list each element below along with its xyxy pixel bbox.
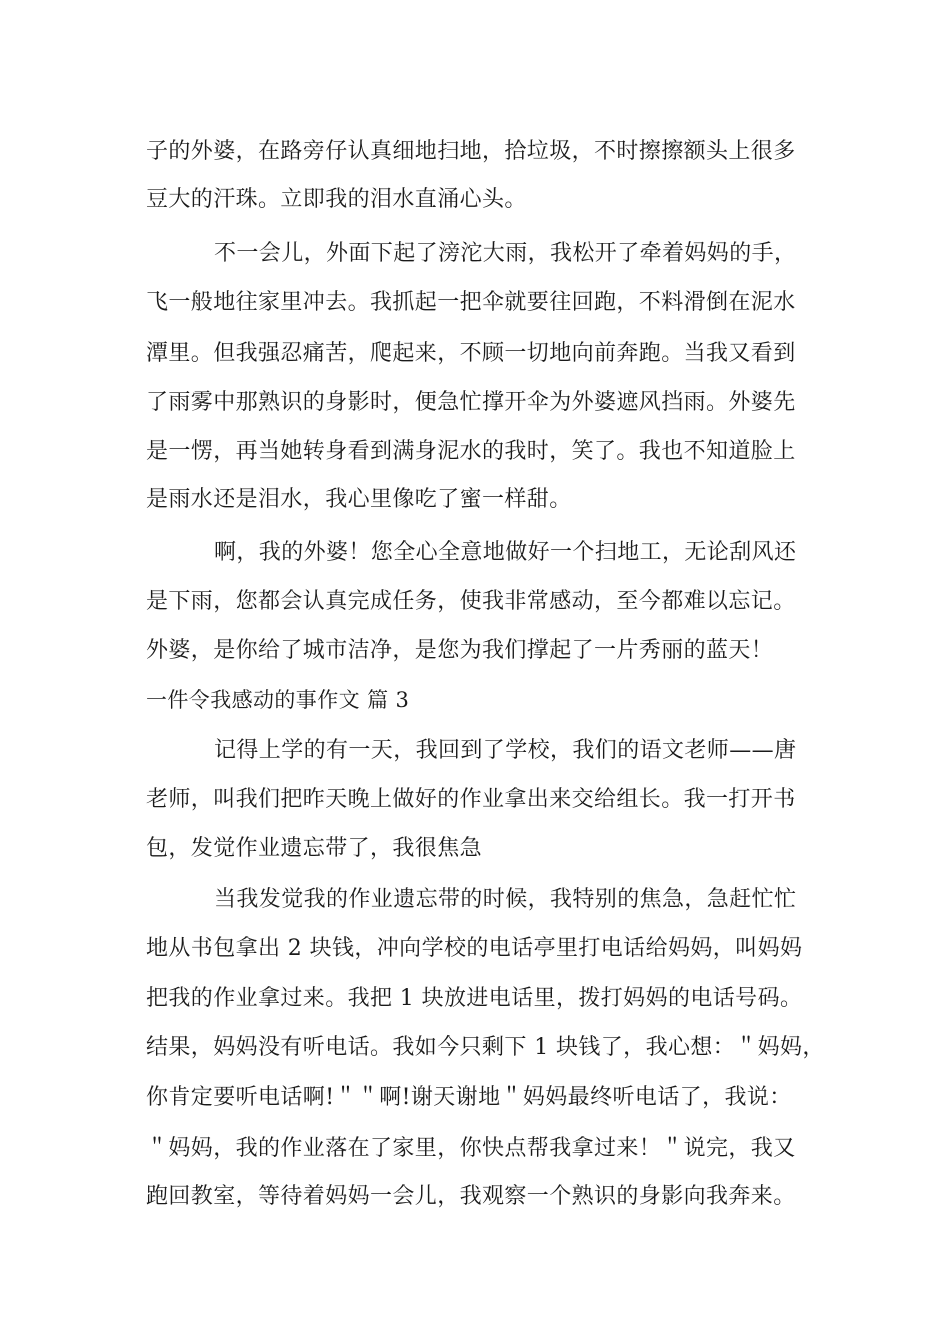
text-line: 外婆，是你给了城市洁净，是您为我们撑起了一片秀丽的蓝天！	[146, 638, 774, 663]
text-line: 地从书包拿出 2 块钱，冲向学校的电话亭里打电话给妈妈，叫妈妈	[146, 936, 803, 961]
section-heading: 一件令我感动的事作文 篇 3	[146, 688, 410, 712]
text-line: 了雨雾中那熟识的身影时，便急忙撑开伞为外婆遮风挡雨。外婆先	[146, 390, 796, 415]
text-line: ＂妈妈，我的作业落在了家里，你快点帮我拿过来！＂说完，我又	[146, 1136, 796, 1161]
text-line: 豆大的汗珠。立即我的泪水直涌心头。	[146, 187, 527, 212]
text-line: 把我的作业拿过来。我把 1 块放进电话里，拨打妈妈的电话号码。	[146, 986, 803, 1011]
text-line: 不一会儿，外面下起了滂沱大雨，我松开了牵着妈妈的手，	[214, 241, 797, 266]
text-line: 是一愣，再当她转身看到满身泥水的我时，笑了。我也不知道脸上	[146, 439, 796, 464]
text-line: 当我发觉我的作业遗忘带的时候，我特别的焦急，急赶忙忙	[214, 887, 797, 912]
text-line: 你肯定要听电话啊!＂＂啊!谢天谢地＂妈妈最终听电话了，我说：	[146, 1085, 792, 1110]
text-line: 是雨水还是泪水，我心里像吃了蜜一样甜。	[146, 487, 572, 512]
text-line: 飞一般地往家里冲去。我抓起一把伞就要往回跑，不料滑倒在泥水	[146, 290, 796, 315]
text-line: 啊，我的外婆！您全心全意地做好一个扫地工，无论刮风还	[214, 540, 797, 565]
text-line: 老师，叫我们把昨天晚上做好的作业拿出来交给组长。我一打开书	[146, 787, 796, 812]
text-line: 潭里。但我强忍痛苦，爬起来，不顾一切地向前奔跑。当我又看到	[146, 341, 796, 366]
text-line: 子的外婆，在路旁仔认真细地扫地，拾垃圾，不时擦擦额头上很多	[146, 139, 796, 164]
text-line: 包，发觉作业遗忘带了，我很焦急	[146, 836, 483, 861]
text-line: 跑回教室，等待着妈妈一会儿，我观察一个熟识的身影向我奔来。	[146, 1184, 796, 1209]
text-line: 记得上学的有一天，我回到了学校，我们的语文老师——唐	[214, 738, 797, 763]
text-line: 是下雨，您都会认真完成任务，使我非常感动，至今都难以忘记。	[146, 589, 796, 614]
text-line: 结果，妈妈没有听电话。我如今只剩下 1 块钱了，我心想：＂妈妈，	[146, 1035, 825, 1060]
